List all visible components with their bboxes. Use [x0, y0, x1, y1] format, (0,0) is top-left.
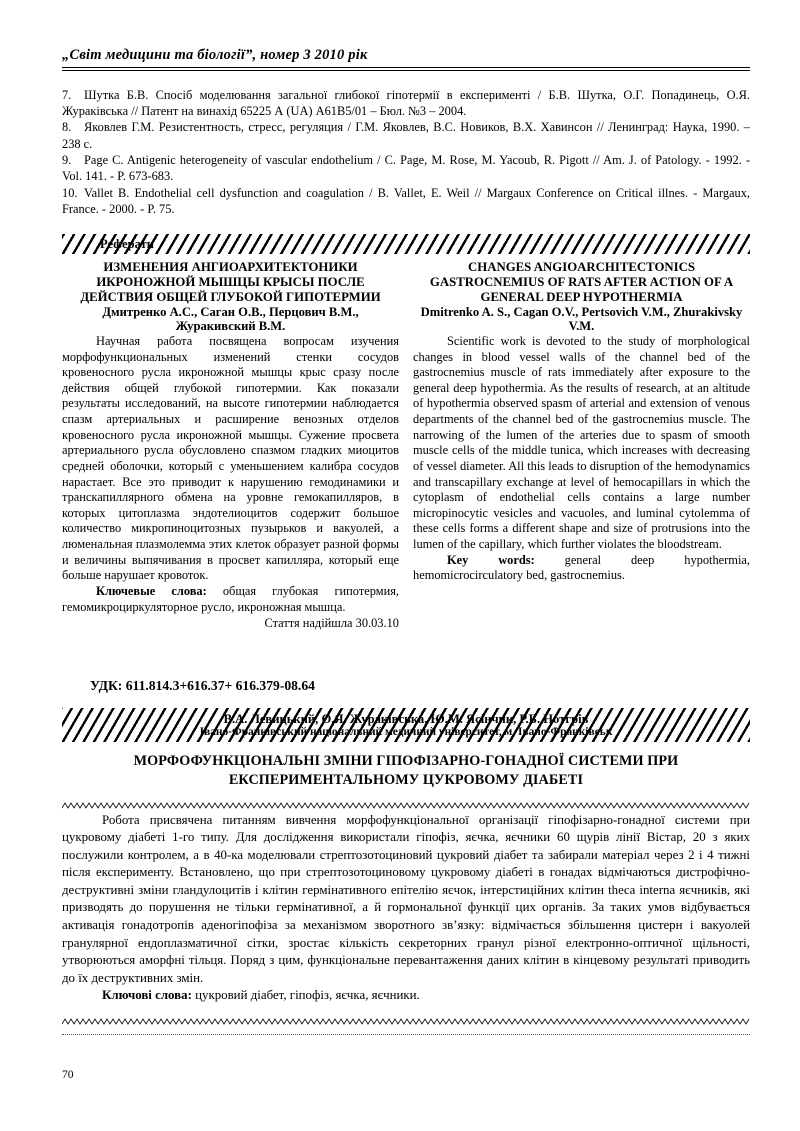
reference-number: 10.: [62, 185, 78, 200]
abstract-columns: [62, 260, 750, 632]
reference-item: [62, 87, 750, 120]
wavy-divider: [62, 797, 750, 805]
wavy-divider-bottom-icon: [62, 1018, 750, 1026]
reference-item: [62, 185, 750, 218]
article-title-ua: МОРФОФУНКЦІОНАЛЬНІ ЗМІНИ ГІПОФІЗАРНО-ГОНАДНОЇ СИСТЕМИ ПРИ ЕКСПЕРИМЕНТАЛЬНОМУ ЦУКРОВОМУ ДІАБЕТІ: [133, 753, 679, 788]
abstract-authors-en: Dmitrenko A. S., Cagan O.V., Pertsovich V.M., Zhurakivsky V.M.: [420, 304, 743, 334]
reference-number: 8.: [62, 120, 72, 135]
wavy-divider-bottom: [62, 1013, 750, 1021]
article-keywords-ua: [62, 987, 750, 1005]
abstract-keywords-text-ru: общая глубокая гипотермия, гемомикроциркуляторное русло, икроножная мышца.: [62, 583, 400, 614]
page-number: 70: [62, 1068, 74, 1081]
article-authors-banner: [62, 708, 750, 742]
abstract-authors-ru: Дмитренко А.С., Саган О.В., Перцович В.М., Журакивский В.М.: [102, 304, 359, 334]
abstract-keywords-ru: [62, 584, 399, 615]
reference-item: [62, 152, 750, 185]
reference-text: Page C. Antigenic heterogeneity of vascular endothelium / C. Page, M. Rose, M. Yacoub, R. Pigott // Am. J. of Patology. - 1992. - Vol. 141. - P. 673-683.: [62, 153, 750, 184]
abstract-column-russian: [62, 260, 399, 632]
abstract-keywords-text-en: general deep hypothermia, hemomicrocirculatory bed, gastrocnemius.: [413, 552, 750, 583]
running-head: „Світ медицини та біології”, номер 3 2010 рік: [62, 47, 368, 63]
abstract-column-english: [413, 260, 750, 632]
abstract-body-ru: Научная работа посвящена вопросам изучения морфофункциональных изменений стенки сосудов кровеносного русла икроножной мышцы крыс сразу после действия общей глубокой гипотермии. Как показали результаты исследований, на высоте гипотермии наблюдается спазм артериальных и расширение венозных отделов кровеносного русла икроножной мышцы. Сужение просвета артериального русла обусловлено спазмом гладких миоцитов средней оболочки, который с уменьшением калибра сосудов нарастает. Все это приводит к нарушению гемодинамики и транскапиллярного обмена на уровне гемокапилляров, в которых цитоплазма эндотелиоцитов содержит большое количество микропиноцитозных пузырьков и вакуолей, а люменальная плазмолемма этих клеток образует разной формы и величины выпячивания в просвет капилляра, который еще больше нарушает кровоток.: [62, 333, 399, 583]
abstract-body-en: Scientific work is devoted to the study of morphological changes in blood vessel walls of the channel bed of the gastrocnemius muscle of rats immediately after exposure to the general deep hypothermia. As the results of research, at an altitude of hypothermia observed spasm of arterial and extension of venous departments of the channel bed of the gastrocnemius muscle. The narrowing of the lumen of the arteries due to spasm of smooth muscle cells of the middle tunica, which increases with decreasing of vessel diameter. All this leads to disruption of the hemodynamics and transcapillary exchange at level of hemocapillars in which the cytoplasm of endothelial cells contains a large number micropinocytic vesicles and vacuoles, and luminal cytolemma of these cells forms a different shape and size of protrusions into the lumen of the capillary, which further violates the bloodstream.: [413, 333, 750, 552]
reference-text: Vallet B. Endothelial cell dysfunction and coagulation / B. Vallet, E. Weil // Margaux Conference on Critical illnes. - Margaux, France. - 2000. - P. 75.: [62, 185, 750, 217]
article-affiliation: Івано-Франківський національний медичний університет, м. Івано-Франківськ: [199, 726, 613, 738]
abstract-title-en: CHANGES ANGIOARCHITECTONICS GASTROCNEMIUS OF RATS AFTER ACTION OF A GENERAL DEEP HYPOTHERMIA: [429, 259, 734, 304]
article-authors: В.А. Левицький, О.Я. Жураківська, Ю.М. Ясінчик, Р.Б. Нотгрів: [223, 711, 589, 726]
reference-number: 7.: [62, 87, 72, 102]
udk-code: УДК: 611.814.3+616.37+ 616.379-08.64: [90, 678, 315, 694]
article-keywords-text-ua: цукровий діабет, гіпофіз, яєчка, яєчники.: [191, 988, 420, 1003]
reference-list: [62, 87, 750, 218]
abstract-received-date: Стаття надійшла 30.03.10: [264, 616, 399, 631]
dotted-divider: [62, 1028, 750, 1035]
wavy-divider-icon: [62, 802, 750, 810]
article-keywords-label-ua: Ключові слова:: [102, 988, 192, 1003]
abstract-title-ru: ИЗМЕНЕНИЯ АНГИОАРХИТЕКТОНИКИ ИКРОНОЖНОЙ МЫШЦЫ КРЫСЫ ПОСЛЕ ДЕЙСТВИЯ ОБЩЕЙ ГЛУБОКОЙ ГИПОТЕРМИИ: [80, 259, 381, 304]
abstracts-banner-label: Реферати: [100, 236, 154, 251]
reference-text: Яковлев Г.М. Резистентность, стресс, регуляция / Г.М. Яковлев, В.С. Новиков, В.Х. Хавинсон // Ленинград: Наука, 1990. – 238 с.: [62, 120, 750, 151]
running-head-rule: [62, 67, 750, 71]
abstract-keywords-en: [413, 553, 750, 584]
abstracts-section-banner: [62, 234, 750, 254]
reference-item: [62, 119, 750, 152]
reference-number: 9.: [62, 153, 72, 168]
article-body-ua: Робота присвячена питанням вивчення морфофункціональної організації гіпофізарно-гонадної системи при цукровому діабеті 1-го типу. Для дослідження використали гіпофіз, яєчка, яєчники 60 щурів лінії Вістар, 20 з яких послужили контролем, а в 40-ка моделювали стрептозотоциновий цукровий діабет та забирали матеріал через 2 і 4 тижні після експерименту. Встановлено, що при стрептозотоциновому цукровому діабеті в гонадах відмічаються дистрофічно-деструктивні зміни гландулоцитів і клітин гермінативного епітелію яєчок, інтерстиційних клітин theca interna яєчників, які призводять до порушення не тільки гермінативної, а й гормональної функції цих органів. За таких умов відбувається активація гонадотропів аденогіпофіза за механізмом зворотного зв’язку: відмічається збільшення цистерн і вакуолей гранулярної ендоплазматичної сітки, зростає кількість секреторних гранул різної електронно-оптичної щільності, утворюються аморфні тільця. Поряд з цим, функціональне перевантаження даних клітин в кінцевому результаті приводить до їх деструктивних змін.: [62, 812, 750, 985]
abstract-keywords-label-ru: Ключевые слова:: [96, 583, 207, 598]
abstract-keywords-label-en: Key words:: [447, 552, 535, 567]
page-content: [62, 0, 750, 1035]
reference-text: Шутка Б.В. Спосіб моделювання загальної глибокої гіпотермії в експерименті / Б.В. Шутка, О.Г. Попадинець, О.Я. Жураківська // Патент на винахід 65225 А (UA) А61В5/01 – Бюл. №3 – 2004.: [62, 87, 750, 118]
